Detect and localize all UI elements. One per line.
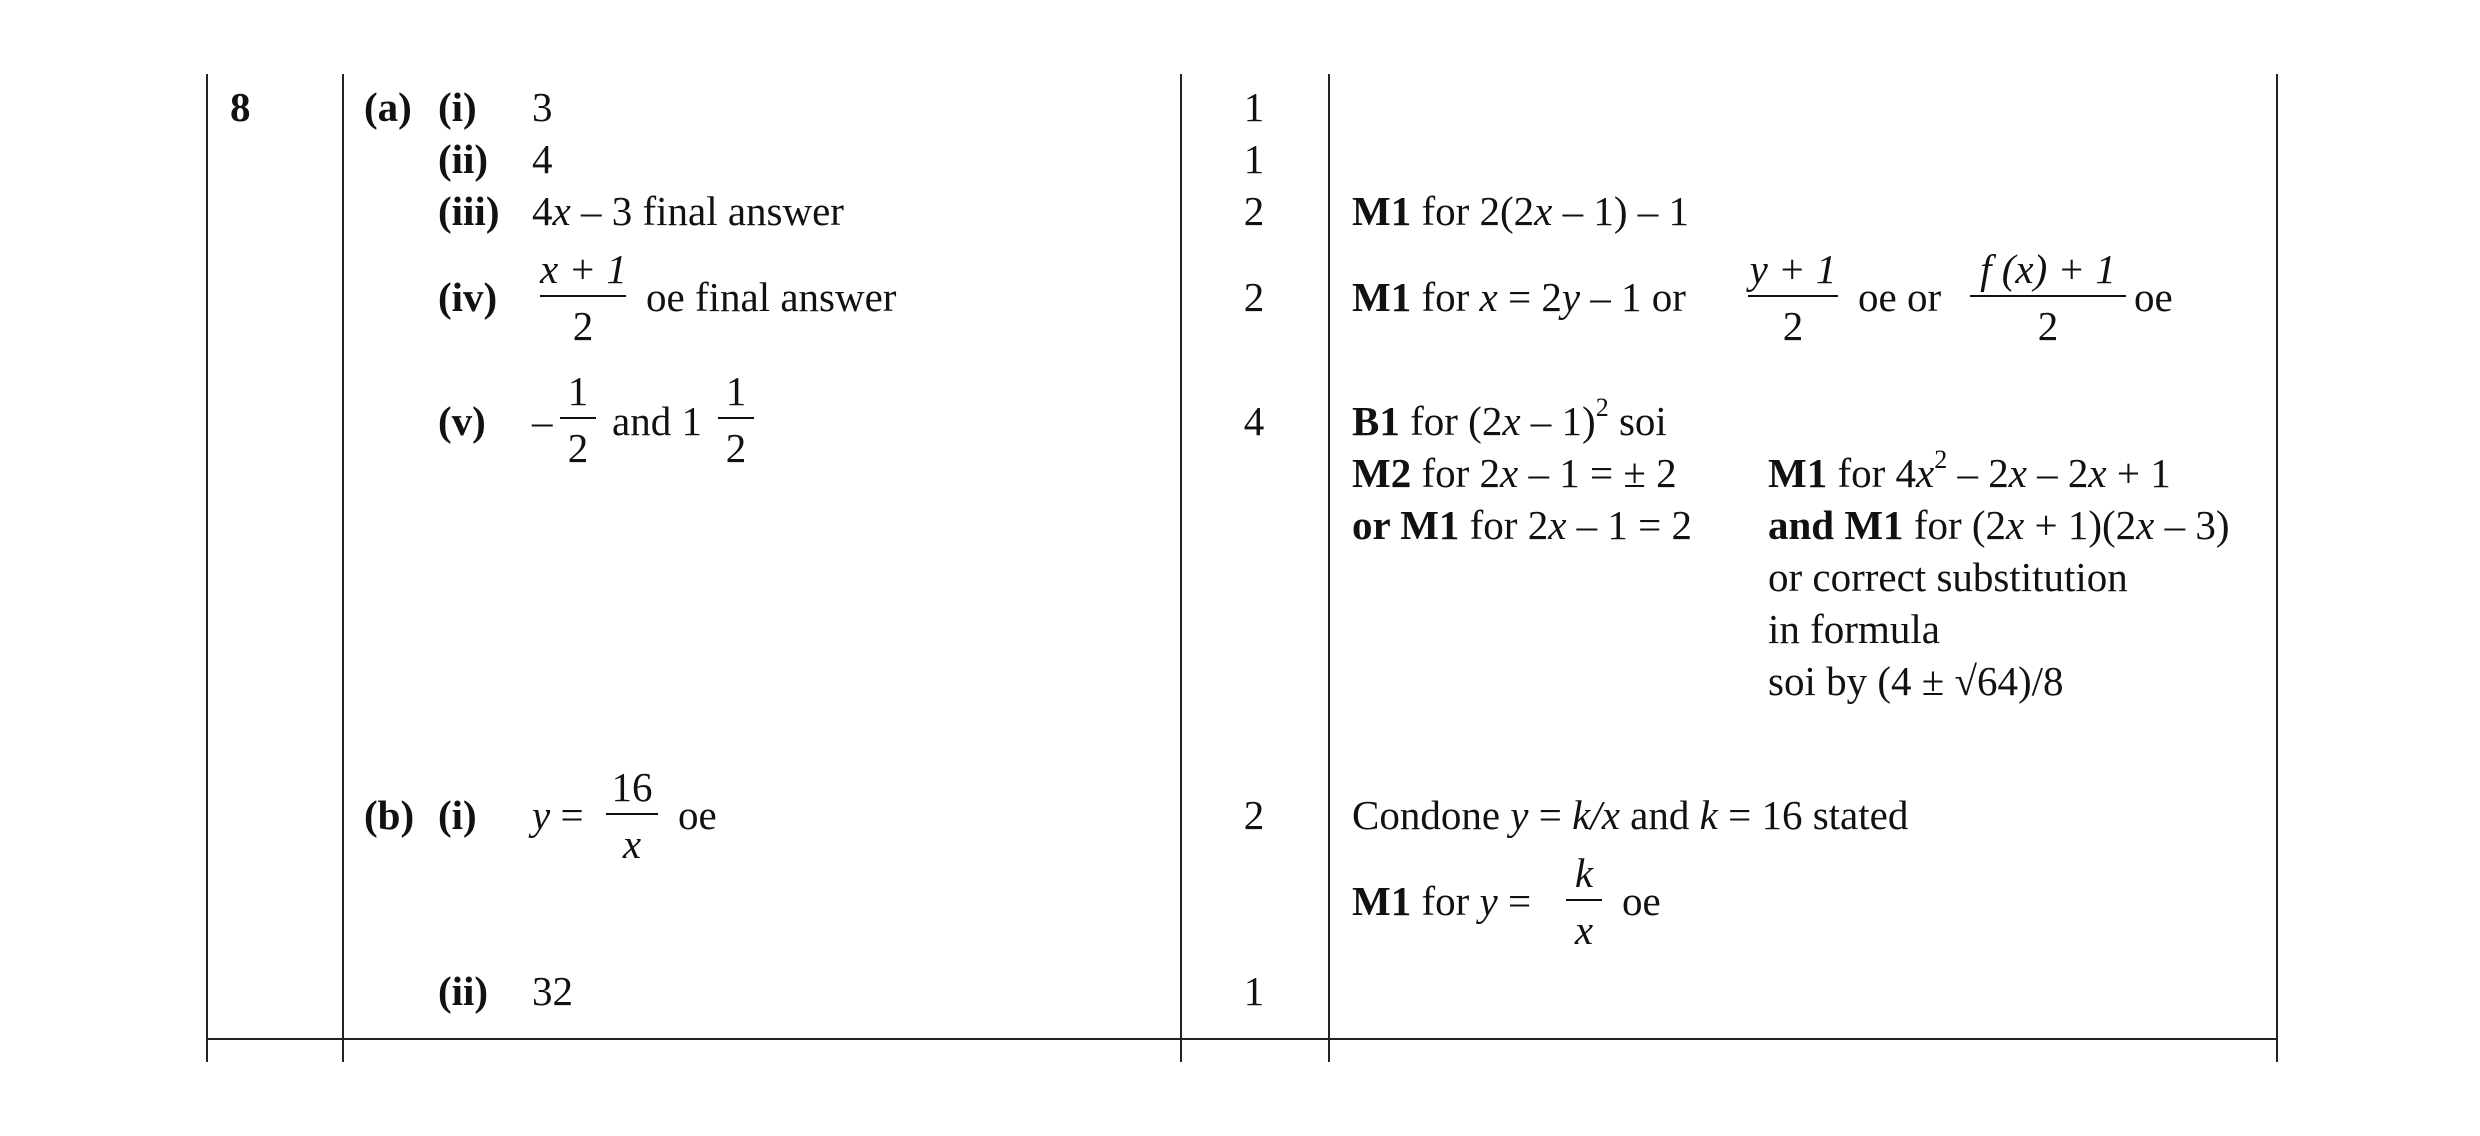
part-a-v-guidance-line-2: in formula (1768, 606, 1940, 652)
part-a-v-r-m1-text-b: – 2 (1947, 450, 2009, 496)
part-a-iii-answer-rest: – 3 final answer (570, 188, 844, 234)
part-a-v-or-m1: or M1 (1352, 502, 1460, 548)
part-a-v-or-x: x (1548, 502, 1567, 548)
part-a-v-r-m1-text-d: + 1 (2106, 450, 2171, 496)
part-a-ii-marks: 1 (1243, 136, 1265, 182)
part-a-iv-answer-tail: oe final answer (646, 274, 897, 320)
part-b-i-m1-y: y (1479, 878, 1498, 924)
table-border-left (206, 74, 208, 1062)
part-a-iv-guidance-mid: – 1 or (1580, 274, 1686, 320)
part-a-v-guidance-m2 (1352, 448, 1677, 498)
part-a-v-r-m1-x: x (1916, 450, 1935, 496)
table-divider-marks (1328, 74, 1330, 1062)
table-border-right (2276, 74, 2278, 1062)
part-a-iv-marks: 2 (1243, 274, 1265, 320)
question-number: 8 (230, 84, 251, 130)
part-a-v-and-text-a: for (2 (1903, 502, 2007, 548)
part-a-iv-frac-bar (540, 295, 626, 297)
part-a-i-label: (i) (438, 84, 477, 130)
part-a-iv-guidance-x: x (1479, 274, 1498, 320)
part-a-v-guidance-and-m1 (1768, 500, 2230, 550)
part-a-iv-guidance-oe-or: oe or (1858, 274, 1942, 320)
part-a-v-m2-text-b: – 1 = ± 2 (1518, 450, 1677, 496)
part-a-i-marks: 1 (1243, 84, 1265, 130)
part-a-v-r-m1-x3: x (2088, 450, 2107, 496)
part-a-v-and-x: x (2006, 502, 2025, 548)
part-b-i-m1: M1 (1352, 878, 1412, 924)
part-a-v-guidance-or-m1 (1352, 500, 1692, 550)
part-b-i-eq: = (550, 792, 584, 838)
table-divider-answer (1180, 74, 1182, 1062)
part-a-iii-marks: 2 (1243, 188, 1265, 234)
part-b-i-oe: oe (678, 792, 717, 838)
part-a-v-guidance-b1 (1352, 393, 1667, 446)
part-b-i-g-frac-bar (1566, 899, 1602, 901)
part-a-v-b1-text-a: for (2 (1399, 398, 1503, 444)
part-a-v-frac2-num: 1 (725, 368, 747, 414)
part-a-iii-guidance-m1: M1 (1352, 188, 1412, 234)
part-a-iv-frac-num: x + 1 (540, 246, 627, 292)
part-b-i-y: y (532, 792, 551, 838)
part-a-v-b1-sup: 2 (1595, 393, 1609, 423)
part-a-v-and-text-b: + 1)(2 (2024, 502, 2137, 548)
part-a-v-b1-soi: soi (1608, 398, 1667, 444)
part-a-v-and: and 1 (612, 398, 702, 444)
part-a-iii-guidance-text: for 2(2 (1411, 188, 1535, 234)
part-a-iv-guidance (1352, 272, 1686, 322)
part-a-v-fraction-2 (718, 366, 754, 473)
part-a-v-m2-x: x (1500, 450, 1519, 496)
part-b-i-frac-den: x (622, 821, 642, 867)
part-a-iv-g-frac2-num: f (x) + 1 (1980, 246, 2116, 292)
part-a-iii-answer (532, 186, 844, 236)
part-b-i-condone: Condone (1352, 792, 1511, 838)
part-a-v-minus: – (532, 398, 553, 444)
part-a-iv-g-frac1-den: 2 (1782, 303, 1804, 349)
part-a-v-label: (v) (438, 398, 486, 444)
part-b-i-guidance-condone (1352, 790, 1908, 840)
part-a-iii-guidance (1352, 186, 1689, 236)
part-b-i-condone-k: k (1699, 792, 1718, 838)
part-b-ii-marks: 1 (1243, 968, 1265, 1014)
part-a-v-b1-x: x (1502, 398, 1521, 444)
part-a-v-r-m1-x2: x (2008, 450, 2027, 496)
part-a-v-fraction-1 (560, 366, 596, 473)
part-b-ii-label: (ii) (438, 968, 489, 1014)
part-b-i-label: (i) (438, 792, 477, 838)
part-a-label: (a) (364, 84, 412, 130)
part-a-iv-g-frac2-den: 2 (2037, 303, 2059, 349)
part-a-v-r-m1: M1 (1768, 450, 1828, 496)
part-b-i-condone-eq: = (1528, 792, 1573, 838)
part-a-iii-label: (iii) (438, 188, 500, 234)
part-a-iv-guidance-m1: M1 (1352, 274, 1412, 320)
part-b-i-marks: 2 (1243, 792, 1265, 838)
part-a-v-frac1-den: 2 (567, 425, 589, 471)
part-b-i-m1-for: for (1411, 878, 1480, 924)
part-a-v-b1: B1 (1352, 398, 1400, 444)
part-a-iv-g-frac1-num: y + 1 (1749, 246, 1837, 292)
part-a-v-frac2-den: 2 (725, 425, 747, 471)
table-bottom-rule (206, 1038, 2278, 1040)
part-b-i-guidance-oe: oe (1622, 878, 1661, 924)
part-a-v-r-m1-text-c: – 2 (2026, 450, 2089, 496)
part-a-v-r-m1-sup: 2 (1934, 445, 1948, 475)
part-b-i-condone-and: and (1619, 792, 1700, 838)
part-a-iv-frac-den: 2 (572, 303, 594, 349)
part-b-i-condone-stated: = 16 stated (1717, 792, 1909, 838)
part-a-iii-answer-coef: 4 (532, 188, 553, 234)
part-b-i-g-frac-den: x (1574, 907, 1594, 953)
part-a-v-m2-text-a: for 2 (1411, 450, 1501, 496)
part-a-v-frac2-bar (718, 417, 754, 419)
part-a-iii-answer-x: x (552, 188, 571, 234)
part-a-iv-guidance-eq: = 2 (1497, 274, 1562, 320)
part-a-iv-guidance-fraction-2 (1970, 244, 2126, 351)
part-b-i-answer-lhs (532, 790, 584, 840)
part-a-v-b1-text-b: – 1) (1520, 398, 1596, 444)
part-b-i-guidance-fraction (1566, 848, 1602, 955)
table-divider-question (342, 74, 344, 1062)
part-a-v-or-text-a: for 2 (1459, 502, 1549, 548)
part-a-v-m2: M2 (1352, 450, 1412, 496)
part-a-iv-label: (iv) (438, 274, 498, 320)
part-b-i-condone-y: y (1510, 792, 1529, 838)
part-a-iv-guidance-for: for (1411, 274, 1480, 320)
part-a-v-r-m1-text-a: for 4 (1827, 450, 1917, 496)
part-a-i-answer: 3 (532, 84, 553, 130)
part-a-iv-guidance-fraction-1 (1748, 244, 1838, 351)
part-a-v-and-text-c: – 3) (2154, 502, 2230, 548)
part-b-i-answer-fraction (606, 762, 658, 869)
part-b-i-m1-eq: = (1497, 878, 1532, 924)
part-a-v-frac1-bar (560, 417, 596, 419)
part-a-iii-guidance-end: – 1) – 1 (1552, 188, 1690, 234)
part-a-iv-answer-fraction (540, 244, 626, 351)
part-a-iv-guidance-y: y (1561, 274, 1581, 320)
part-a-iv-guidance-oe: oe (2134, 274, 2173, 320)
part-b-i-frac-num: 16 (611, 764, 653, 810)
part-a-ii-label: (ii) (438, 136, 489, 182)
part-a-v-guidance-line-3: soi by (4 ± √64)/8 (1768, 658, 2064, 704)
part-b-i-condone-kx: k/x (1572, 792, 1620, 838)
part-a-v-or-text-b: – 1 = 2 (1566, 502, 1693, 548)
part-a-v-marks: 4 (1243, 398, 1265, 444)
part-a-v-guidance-line-1: or correct substitution (1768, 554, 2128, 600)
part-a-v-frac1-num: 1 (567, 368, 589, 414)
part-a-iv-g-frac2-bar (1970, 295, 2126, 297)
part-b-label: (b) (364, 792, 415, 838)
part-b-i-frac-bar (606, 813, 658, 815)
part-b-ii-answer: 32 (532, 968, 573, 1014)
part-a-iv-g-frac1-bar (1748, 295, 1838, 297)
part-a-v-guidance-right-m1 (1768, 445, 2171, 498)
part-a-ii-answer: 4 (532, 136, 553, 182)
part-a-v-and-m1: and M1 (1768, 502, 1904, 548)
part-a-v-and-x2: x (2136, 502, 2155, 548)
part-a-iii-guidance-x: x (1534, 188, 1553, 234)
part-b-i-guidance-m1 (1352, 876, 1531, 926)
part-b-i-g-frac-num: k (1574, 850, 1594, 896)
